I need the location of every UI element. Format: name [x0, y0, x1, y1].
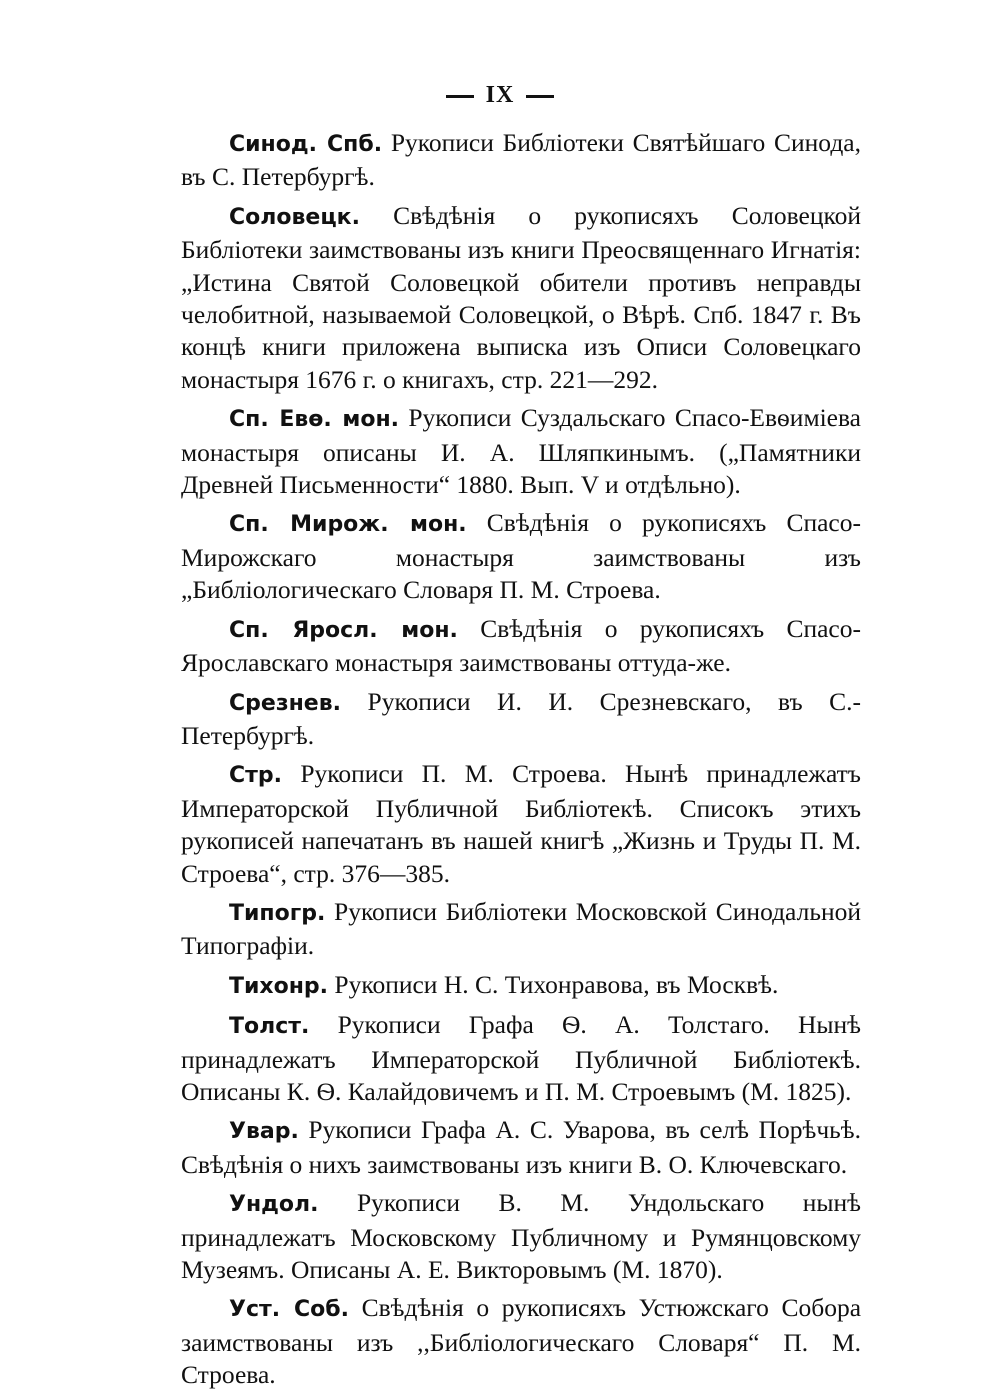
entry-undol	[181, 1187, 861, 1286]
entry-sp-evf-mon	[181, 402, 861, 501]
entry-description: Рукописи Библіотеки Святѣйшаго Синода, въ С. Петербургѣ.	[181, 128, 861, 192]
entry-abbreviation: Сп. Яросл. мон.	[229, 617, 458, 643]
entry-tipogr	[181, 896, 861, 963]
entry-sreznev	[181, 686, 861, 753]
entry-abbreviation: Синод. Спб.	[229, 132, 383, 157]
entry-abbreviation: Срезнев.	[229, 690, 341, 716]
entry-description: Рукописи И. И. Срезневскаго, въ С.-Петербургѣ.	[181, 686, 862, 750]
abbreviation-list	[181, 127, 861, 1398]
entry-sp-mirozh-mon	[181, 507, 861, 606]
entry-solovetsk	[181, 200, 861, 396]
entry-description: Рукописи П. М. Строева. Нынѣ принадлежатъ Императорской Публичной Библіотекѣ. Списокъ этихъ рукописей напечатанъ въ нашей книгѣ „Жизнь и Труды П. М. Строева“, стр. 376—385.	[181, 759, 861, 888]
page-number	[0, 82, 1000, 109]
entry-description: Рукописи Графа Ѳ. А. Толстаго. Нынѣ принадлежатъ Императорской Публичной Библіотекѣ. Описаны К. Ѳ. Калайдовичемъ и П. М. Строевымъ (М. 1825).	[181, 1010, 862, 1106]
entry-abbreviation: Увар.	[229, 1119, 299, 1145]
folio-dash-left	[446, 95, 474, 98]
page-number-text: IX	[485, 82, 515, 108]
folio-dash-right	[526, 95, 554, 98]
entry-description: Свѣдѣнія о рукописяхъ Спасо-Ярославскаго монастыря заимствованы оттуда-же.	[181, 613, 861, 678]
entry-uvar	[181, 1114, 861, 1181]
entry-abbreviation: Уст. Соб.	[229, 1297, 349, 1323]
entry-description: Рукописи Графа А. С. Уварова, въ селѣ Порѣчьѣ. Свѣдѣнія о нихъ заимствованы изъ книги В. О. Ключевскаго.	[181, 1115, 861, 1179]
entry-abbreviation: Сп. Евѳ. мон.	[229, 407, 400, 433]
entry-description: Рукописи В. М. Ундольскаго нынѣ принадлежатъ Московскому Публичному и Румянцовскому Музеямъ. Описаны А. Е. Викторовымъ (М. 1870).	[181, 1188, 861, 1284]
entry-description: Рукописи Н. С. Тихонравова, въ Москвѣ.	[334, 969, 779, 999]
entry-description: Свѣдѣнія о рукописяхъ Спасо-Мирожскаго монастыря заимствованы изъ „Библіологическаго Словаря П. М. Строева.	[181, 508, 861, 605]
entry-abbreviation: Толст.	[229, 1014, 310, 1040]
entry-ust-sob	[181, 1292, 861, 1391]
entry-sp-yarosl-mon	[181, 613, 861, 680]
entry-abbreviation: Соловецк.	[229, 204, 360, 230]
entry-abbreviation: Типогр.	[229, 900, 326, 926]
entry-description: Рукописи Библіотеки Московской Синодальной Типографіи.	[181, 896, 861, 961]
entry-abbreviation: Ундол.	[229, 1192, 319, 1218]
entry-sinod	[181, 127, 861, 194]
entry-abbreviation: Сп. Мирож. мон.	[229, 512, 467, 538]
entry-description: Рукописи Суздальскаго Спасо-Евѳиміева монастыря описаны И. А. Шляпкинымъ. („Памятники Древней Письменности“ 1880. Вып. V и отдѣльно).	[181, 403, 862, 500]
entry-abbreviation: Стр.	[229, 763, 283, 789]
entry-tikhonr	[181, 969, 861, 1003]
entry-str	[181, 758, 861, 890]
entry-abbreviation: Тихонр.	[229, 973, 329, 999]
entry-description: Свѣдѣнія о рукописяхъ Устюжскаго Собора заимствованы изъ ,,Библіологическаго Словаря“ П. М. Строева.	[181, 1293, 862, 1390]
entry-description: Свѣдѣнія о рукописяхъ Соловецкой Библіотеки заимствованы изъ книги Преосвященнаго Игнатія: „Истина Святой Соловецкой обители противъ неправды челобитной, называемой Соловецкой, о Вѣрѣ. Спб. 1847 г. Въ концѣ книги приложена выписка изъ Описи Соловецкаго монастыря 1676 г. о книгахъ, стр. 221—292.	[181, 200, 862, 394]
entry-tolst	[181, 1009, 861, 1108]
